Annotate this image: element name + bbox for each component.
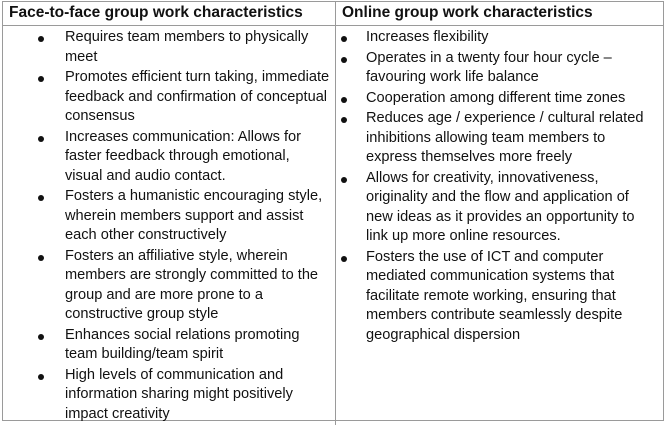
bullet-icon — [341, 97, 347, 103]
bullet-icon — [341, 117, 347, 123]
list-item — [3, 366, 331, 425]
list-item — [3, 68, 331, 127]
right-column-body — [336, 26, 663, 425]
list-item-text: Enhances social relations promoting team building/team spirit — [65, 326, 300, 362]
list-item-text: Requires team members to physically meet — [65, 29, 309, 65]
list-item — [336, 49, 659, 88]
left-column-body — [3, 26, 336, 425]
bullet-icon — [38, 374, 44, 380]
bullet-icon — [38, 36, 44, 42]
comparison-table — [2, 1, 664, 421]
list-item-text: Promotes efficient turn taking, immediate feedback and confirmation of conceptual consensus — [65, 69, 330, 124]
list-item — [336, 248, 659, 346]
bullet-icon — [38, 255, 44, 261]
list-item-text: Fosters a humanistic encouraging style, wherein members support and assist each other constructively — [65, 188, 323, 243]
list-item-text: Cooperation among different time zones — [366, 89, 626, 106]
bullet-icon — [38, 136, 44, 142]
list-item — [336, 28, 659, 48]
bullet-icon — [341, 57, 347, 63]
list-item — [3, 247, 331, 325]
bullet-icon — [38, 334, 44, 340]
list-item-text: Operates in a twenty four hour cycle – favouring work life balance — [366, 49, 612, 85]
list-item-text: Increases flexibility — [366, 29, 489, 45]
list-item — [3, 187, 331, 246]
left-column-header: Face-to-face group work characteristics — [3, 2, 336, 26]
list-item-text: Reduces age / experience / cultural related inhibitions allowing team members to express themselves more freely — [366, 110, 644, 165]
list-item — [336, 89, 659, 109]
bullet-icon — [341, 256, 347, 262]
list-item — [336, 169, 659, 247]
face-to-face-list — [3, 28, 331, 424]
list-item-text: Fosters the use of ICT and computer mediated communication systems that facilitate remote working, ensuring that members contribute seamlessly despite geographical dispersion — [366, 248, 623, 343]
list-item — [336, 109, 659, 168]
online-list — [336, 28, 659, 345]
bullet-icon — [38, 76, 44, 82]
right-column-header: Online group work characteristics — [336, 2, 663, 26]
bullet-icon — [341, 36, 347, 42]
bullet-icon — [341, 177, 347, 183]
list-item-text: Allows for creativity, innovativeness, originality and the flow and application of new ideas as it provides an opportunity to link up more online resources. — [366, 169, 635, 244]
list-item-text: High levels of communication and information sharing might positively impact creativity — [65, 366, 293, 422]
bullet-icon — [38, 195, 44, 201]
list-item-text: Increases communication: Allows for faster feedback through emotional, visual and audio contact. — [65, 128, 302, 184]
list-item — [3, 28, 331, 67]
list-item-text: Fosters an affiliative style, wherein members are strongly committed to the group and are more prone to a constructive group style — [65, 247, 319, 322]
list-item — [3, 128, 331, 187]
list-item — [3, 326, 331, 365]
